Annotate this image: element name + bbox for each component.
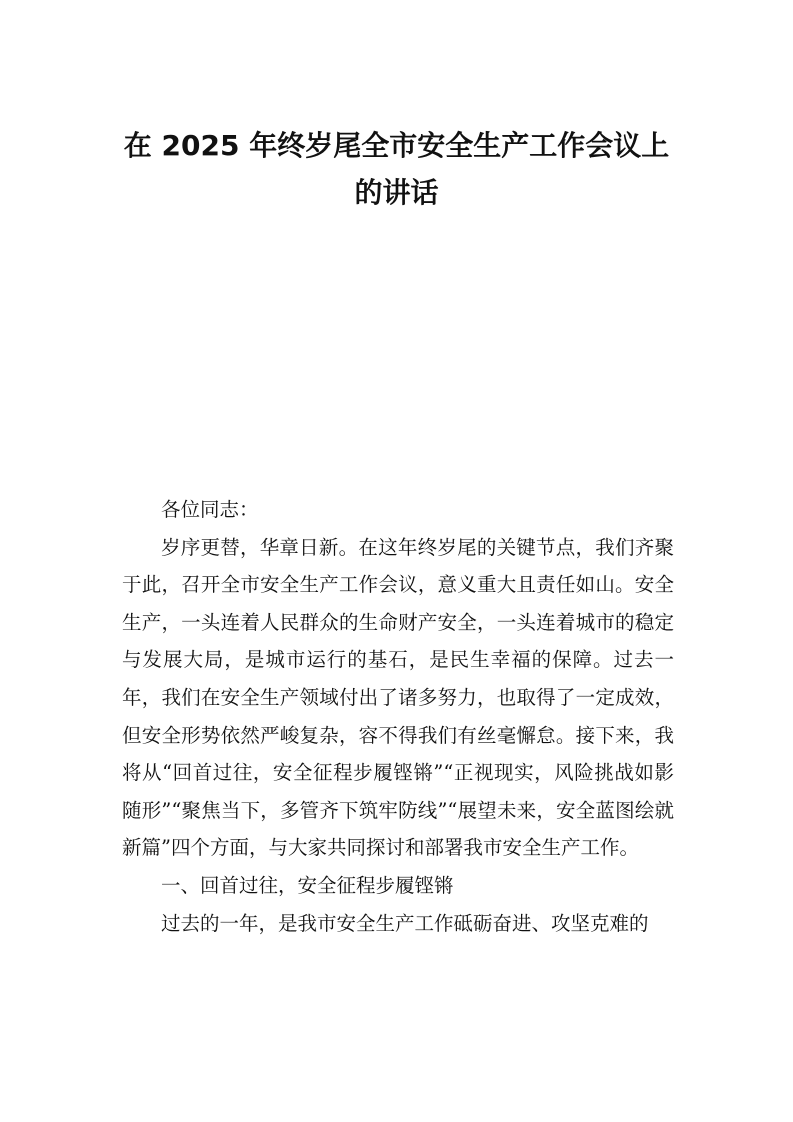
- body-paragraph: 过去的一年，是我市安全生产工作砥砺奋进、攻坚克难的: [161, 911, 649, 935]
- document-body: [122, 491, 674, 942]
- salutation: 各位同志：: [161, 498, 259, 521]
- document-title-line1: 在 2025 年终岁尾全市安全生产工作会议上: [123, 129, 670, 162]
- section-heading: 一、回首过往，安全征程步履铿锵: [161, 873, 454, 897]
- body-paragraph: 岁序更替，华章日新。在这年终岁尾的关键节点，我们齐聚于此，召开全市安全生产工作会议，意义重大且责任如山。安全生产，一头连着人民群众的生命财产安全，一头连着城市的稳定与发展大局，是城市运行的基石，是民生幸福的保障。过去一年，我们在安全生产领域付出了诸多努力，也取得了一定成效，但安全形势依然严峻复杂，容不得我们有丝毫懈怠。接下来，我将从“回首过往，安全征程步履铿锵”“正视现实，风险挑战如影随形”“聚焦当下，多管齐下筑牢防线”“展望未来，安全蓝图绘就新篇”四个方面，与大家共同探讨和部署我市安全生产工作。: [122, 535, 674, 860]
- document-title-line2: 的讲话: [354, 176, 439, 209]
